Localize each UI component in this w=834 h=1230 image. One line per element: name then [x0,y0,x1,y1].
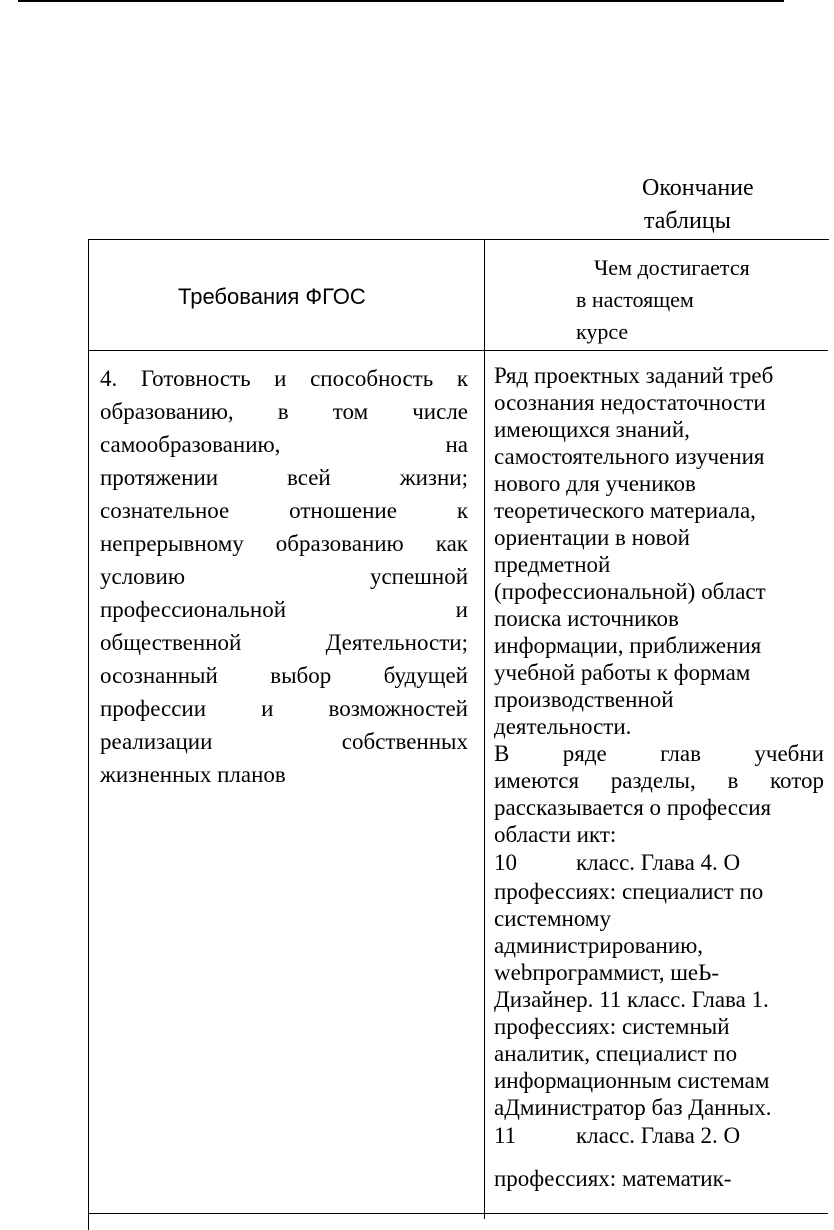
continuation-line-2: таблицы [644,208,731,234]
achievement-line: аналитик, специалист по [494,1041,738,1066]
word: имеются [494,768,580,793]
achievement-line: Дизайнер. 11 класс. Глава 1. [494,987,769,1012]
achievement-line: предметной [494,552,611,577]
achievement-line: производственной [494,687,674,712]
word: разделы, [610,768,696,793]
header-how-achieved [576,252,750,348]
word: в [727,768,739,793]
achievement-line: самостоятельного изучения [494,444,765,469]
achievement-justified-line [494,767,824,794]
achievement-line: области икт: [494,822,617,847]
achievement-line: деятельности. [494,714,632,739]
achievement-line: рассказывается о профессия [494,795,772,820]
requirement-line: самообразованию, на [100,432,468,457]
achievement-line: аДминистратор баз Данных. [494,1095,772,1120]
requirement-cell [100,362,468,791]
grade-11-line [494,1121,834,1151]
word: В [494,741,510,766]
grade-text: класс. Глава 4. О [576,850,741,875]
achievement-line: учебной работы к формам [494,660,751,685]
achievement-line: профессиях: системный [494,1014,730,1039]
requirement-line: протяжении всей жизни; [100,465,468,490]
achievement-justified-line [494,740,824,767]
requirement-line: реализации собственных [100,729,468,754]
requirement-line: 4. Готовность и способность к [100,366,468,391]
achievement-line: профессиях: математик- [494,1166,732,1191]
header-fgos-requirements: Требования ФГОС [178,284,366,309]
header-right-line-2: в настоящем [576,287,694,312]
requirement-line: жизненных планов [100,762,286,787]
word: глав [660,741,701,766]
table-bottom-edge [88,1213,828,1214]
requirement-line: профессиональной и [100,597,468,622]
continuation-line-1: Окончание [642,175,754,201]
grade-number: 11 [494,1123,517,1148]
word: ряде [562,741,607,766]
achievement-line: системному [494,906,611,931]
achievement-line: (профессиональной) област [494,579,766,604]
achievement-line: информационным системам [494,1068,770,1093]
requirement-line: сознательное отношение к [100,498,468,523]
requirement-line: профессии и возможностей [100,696,468,721]
header-right-line-1: Чем достигается [594,255,750,280]
table-continuation-label [642,172,802,238]
achievement-line: webпрограммист, шеЬ- [494,960,720,985]
achievement-line: имеющихся знаний, [494,417,690,442]
table-header-divider [88,350,828,351]
top-rule [18,0,784,2]
requirement-line: непрерывному образованию как [100,531,468,556]
word: котор [770,768,824,793]
grade-text: класс. Глава 2. О [576,1123,741,1148]
requirement-line: образованию, в том числе [100,399,468,424]
achievement-line: администрированию, [494,933,704,958]
achievement-line: теоретического материала, [494,498,756,523]
grade-10-line [494,848,834,878]
achievement-line: поиска источников [494,606,679,631]
achievement-line: нового для учеников [494,471,696,496]
word: учебни [754,741,824,766]
achievement-cell [494,362,834,1191]
achievement-line: информации, приближения [494,633,762,658]
table-column-divider [484,239,485,1219]
requirement-line: условию успешной [100,564,468,589]
achievement-line: Ряд проектных заданий треб [494,363,774,388]
achievement-line: ориентации в новой [494,525,690,550]
header-right-line-3: курсе [576,319,629,344]
achievement-line: профессиях: специалист по [494,879,764,904]
requirement-line: осознанный выбор будущей [100,663,468,688]
achievement-line: осознания недостаточности [494,390,766,415]
grade-number: 10 [494,850,517,875]
requirement-line: общественной Деятельности; [100,630,468,655]
